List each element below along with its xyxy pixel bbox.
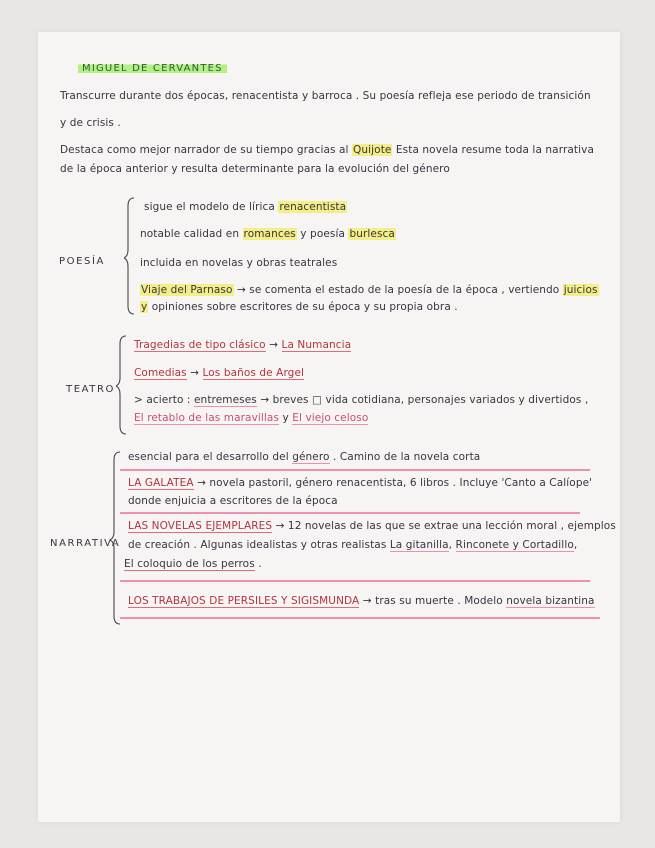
teatro-item-2: Comedias → Los baños de Argel <box>134 367 305 379</box>
poesia-item-4: Viaje del Parnaso → se comenta el estado de la poesía de la época , vertiendo juicios <box>141 284 598 296</box>
narrativa-item-7: LOS TRABAJOS DE PERSILES Y SIGISMUNDA → tras su muerte . Modelo novela bizantina <box>128 595 595 607</box>
poesia-item-5: y opiniones sobre escritores de su época y su propia obra . <box>141 301 458 313</box>
narrativa-item-3: donde enjuicia a escritores de la época <box>128 495 338 507</box>
separator-line-1 <box>120 469 590 471</box>
narrativa-item-4: LAS NOVELAS EJEMPLARES → 12 novelas de las que se extrae una lección moral , ejemplos <box>128 520 616 532</box>
poesia-brace <box>124 196 136 316</box>
section-label-teatro: TEATRO <box>66 384 116 395</box>
teatro-brace <box>116 334 128 436</box>
narrativa-brace <box>110 450 122 626</box>
intro-line-2: y de crisis . <box>60 117 121 129</box>
section-label-narrativa: NARRATIVA <box>50 538 121 549</box>
poesia-item-3: incluida en novelas y obras teatrales <box>140 257 338 269</box>
teatro-item-4: El retablo de las maravillas y El viejo celoso <box>134 412 369 424</box>
intro-line-1: Transcurre durante dos épocas, renacentista y barroca . Su poesía refleja ese periodo de transición <box>60 90 591 102</box>
narrativa-item-1: esencial para el desarrollo del género . Camino de la novela corta <box>128 451 481 463</box>
separator-line-4 <box>120 617 600 619</box>
separator-line-3 <box>120 580 590 582</box>
teatro-item-1: Tragedias de tipo clásico → La Numancia <box>134 339 352 351</box>
intro-line-4: de la época anterior y resulta determinante para la evolución del género <box>60 163 450 175</box>
teatro-item-3: > acierto : entremeses → breves □ vida cotidiana, personajes variados y divertidos , <box>134 394 589 406</box>
intro-line-3: Destaca como mejor narrador de su tiempo gracias al Quijote Esta novela resume toda la narrativa <box>60 144 594 156</box>
narrativa-item-6: El coloquio de los perros . <box>124 558 262 570</box>
narrativa-item-2: LA GALATEA → novela pastoril, género renacentista, 6 libros . Incluye 'Canto a Calíope' <box>128 477 593 489</box>
quijote-highlight: Quijote <box>353 144 392 156</box>
narrativa-item-5: de creación . Algunas idealistas y otras realistas La gitanilla, Rinconete y Cortadillo, <box>128 539 578 551</box>
separator-line-2 <box>120 512 580 514</box>
page-title: MIGUEL DE CERVANTES <box>78 63 227 74</box>
section-label-poesia: POESÍA <box>59 256 105 267</box>
poesia-item-1: sigue el modelo de lírica renacentista <box>144 201 347 213</box>
poesia-item-2: notable calidad en romances y poesía burlesca <box>140 228 395 240</box>
